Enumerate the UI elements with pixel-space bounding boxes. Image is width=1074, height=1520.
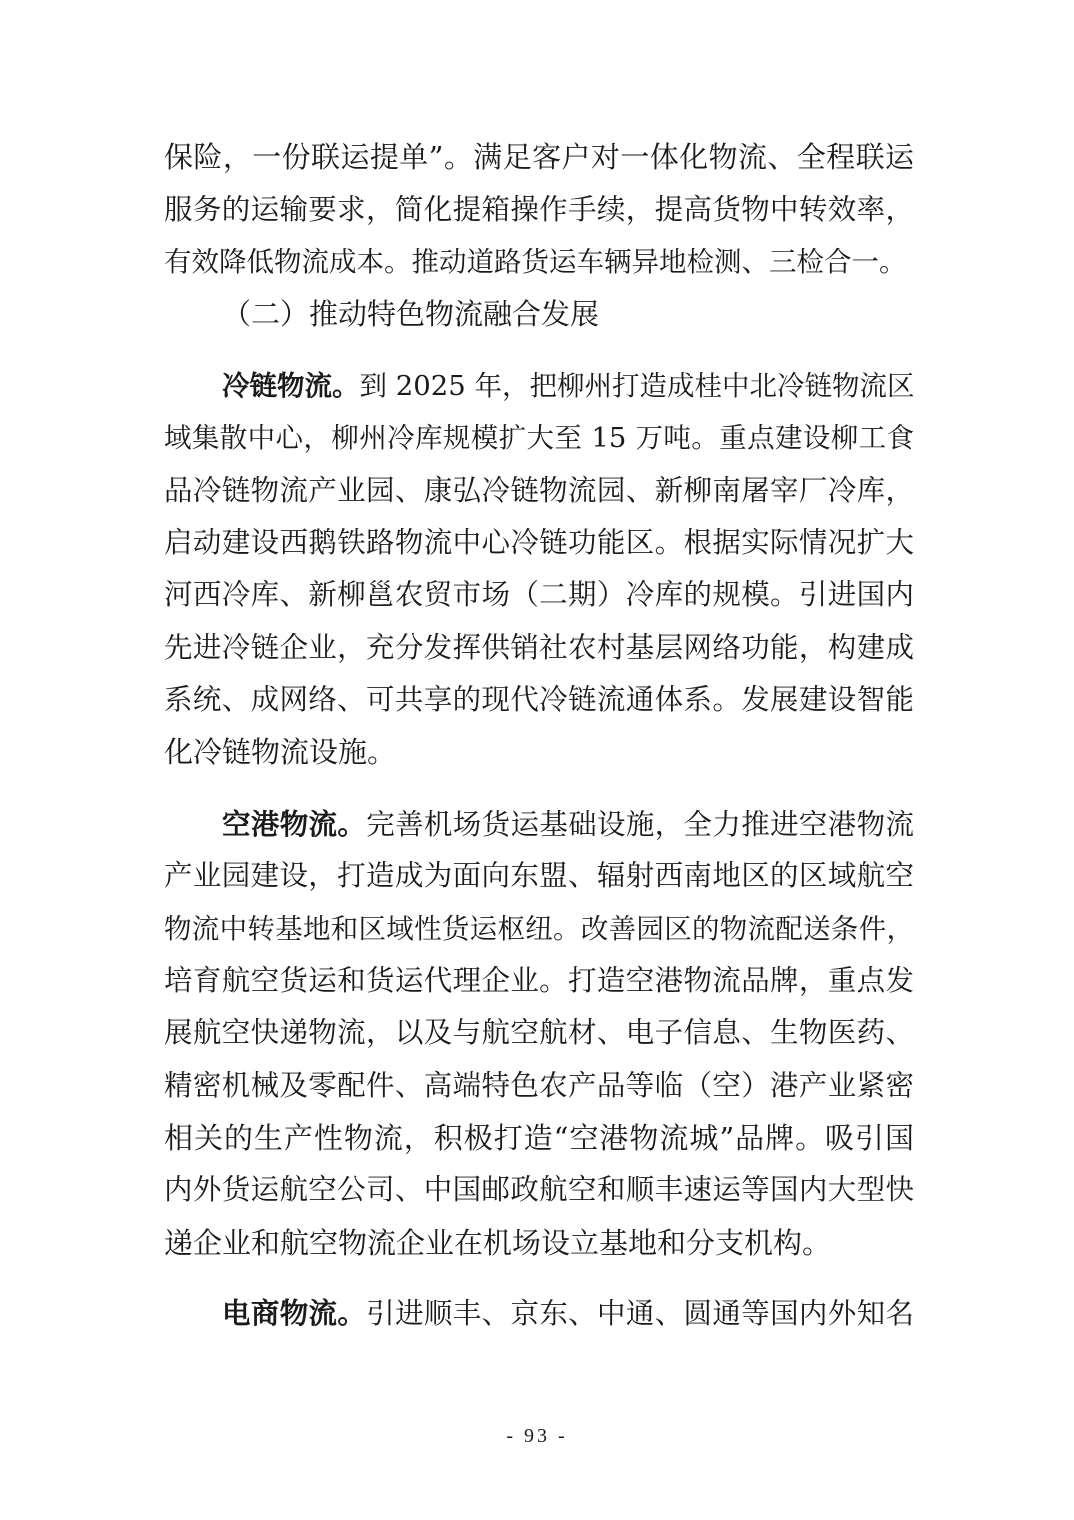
paragraph-first-line xyxy=(222,804,914,844)
paragraph-lead-ecommerce: 电商物流。 xyxy=(222,1296,367,1330)
paragraph-lead-cold-chain: 冷链物流。 xyxy=(222,370,360,402)
paragraph-text: 完善机场货运基础设施，全力推进空港物流 xyxy=(366,808,914,841)
paragraph-line: 递企业和航空物流企业在机场设立基地和分支机构。 xyxy=(164,1226,832,1260)
paragraph-line: 域集散中心，柳州冷库规模扩大至 15 万吨。重点建设柳工食 xyxy=(164,422,914,454)
paragraph-line: 产业园建设，打造成为面向东盟、辐射西南地区的区域航空 xyxy=(164,859,914,892)
paragraph-line: 保险，一份联运提单”。满足客户对一体化物流、全程联运 xyxy=(164,140,914,174)
paragraph-first-line xyxy=(222,366,914,406)
page-number: - 93 - xyxy=(506,1425,568,1447)
paragraph-lead-airport: 空港物流。 xyxy=(222,807,367,841)
paragraph-line: 启动建设西鹅铁路物流中心冷链功能区。根据实际情况扩大 xyxy=(164,526,914,559)
paragraph-line: 品冷链物流产业园、康弘冷链物流园、新柳南屠宰厂冷库， xyxy=(164,474,914,507)
paragraph-text: 引进顺丰、京东、中通、圆通等国内外知名 xyxy=(366,1297,914,1330)
paragraph-first-line xyxy=(222,1293,914,1333)
paragraph-line: 有效降低物流成本。推动道路货运车辆异地检测、三检合一。 xyxy=(164,246,907,278)
paragraph-line: 内外货运航空公司、中国邮政航空和顺丰速运等国内大型快 xyxy=(164,1173,914,1206)
paragraph-line: 展航空快递物流，以及与航空航材、电子信息、生物医药、 xyxy=(164,1016,914,1049)
paragraph-line: 服务的运输要求，简化提箱操作手续，提高货物中转效率， xyxy=(164,193,914,226)
paragraph-line: 系统、成网络、可共享的现代冷链流通体系。发展建设智能 xyxy=(164,683,914,716)
paragraph-line: 先进冷链企业，充分发挥供销社农村基层网络功能，构建成 xyxy=(164,631,914,664)
paragraph-line: 培育航空货运和货运代理企业。打造空港物流品牌，重点发 xyxy=(164,964,914,997)
paragraph-line: 物流中转基地和区域性货运枢纽。改善园区的物流配送条件， xyxy=(164,913,914,945)
paragraph-text: 到 2025 年，把柳州打造成桂中北冷链物流区 xyxy=(359,370,915,402)
paragraph-line: 精密机械及零配件、高端特色农产品等临（空）港产业紧密 xyxy=(164,1069,914,1102)
paragraph-line: 化冷链物流设施。 xyxy=(164,735,397,769)
section-heading: （二）推动特色物流融合发展 xyxy=(222,297,600,331)
paragraph-line: 河西冷库、新柳邕农贸市场（二期）冷库的规模。引进国内 xyxy=(164,578,914,611)
paragraph-line: 相关的生产性物流，积极打造“空港物流城”品牌。吸引国 xyxy=(164,1121,914,1155)
